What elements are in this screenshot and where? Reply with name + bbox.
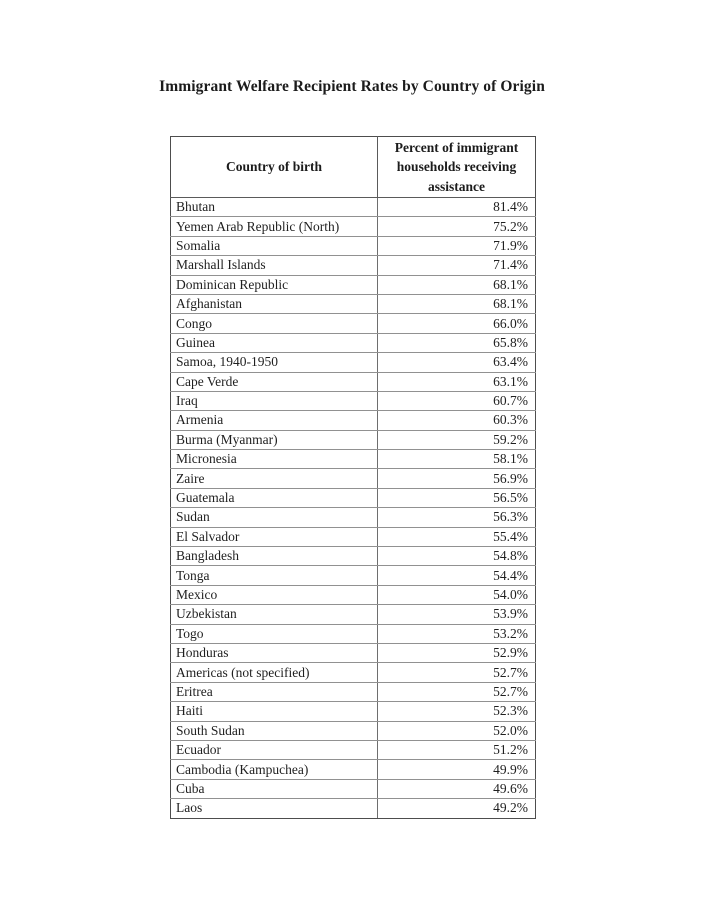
country-cell: Guinea	[171, 333, 378, 352]
percent-cell: 53.9%	[378, 605, 536, 624]
country-cell: South Sudan	[171, 721, 378, 740]
table-body	[171, 198, 536, 819]
table-row	[171, 702, 536, 721]
table-row	[171, 585, 536, 604]
table-row	[171, 430, 536, 449]
country-cell: Togo	[171, 624, 378, 643]
table-row	[171, 198, 536, 217]
percent-cell: 54.0%	[378, 585, 536, 604]
table-row	[171, 740, 536, 759]
percent-cell: 60.3%	[378, 411, 536, 430]
percent-cell: 49.2%	[378, 799, 536, 818]
table-row	[171, 314, 536, 333]
country-cell: Sudan	[171, 508, 378, 527]
table-row	[171, 760, 536, 779]
table-row	[171, 527, 536, 546]
country-cell: Americas (not specified)	[171, 663, 378, 682]
percent-cell: 52.0%	[378, 721, 536, 740]
country-cell: Bhutan	[171, 198, 378, 217]
country-cell: Ecuador	[171, 740, 378, 759]
percent-cell: 52.3%	[378, 702, 536, 721]
table-row	[171, 779, 536, 798]
table-row	[171, 605, 536, 624]
percent-cell: 54.4%	[378, 566, 536, 585]
country-cell: Haiti	[171, 702, 378, 721]
country-cell: Honduras	[171, 643, 378, 662]
country-cell: Armenia	[171, 411, 378, 430]
header-row	[171, 137, 536, 198]
country-cell: Mexico	[171, 585, 378, 604]
table-row	[171, 799, 536, 818]
table-row	[171, 236, 536, 255]
table-row	[171, 643, 536, 662]
percent-cell: 71.9%	[378, 236, 536, 255]
table-row	[171, 391, 536, 410]
country-cell: Somalia	[171, 236, 378, 255]
page-title: Immigrant Welfare Recipient Rates by Country of Origin	[159, 78, 545, 95]
country-cell: Uzbekistan	[171, 605, 378, 624]
table-row	[171, 353, 536, 372]
percent-cell: 68.1%	[378, 275, 536, 294]
percent-cell: 63.4%	[378, 353, 536, 372]
country-cell: Cape Verde	[171, 372, 378, 391]
table-row	[171, 488, 536, 507]
percent-cell: 55.4%	[378, 527, 536, 546]
table-row	[171, 275, 536, 294]
country-cell: Cambodia (Kampuchea)	[171, 760, 378, 779]
percent-cell: 68.1%	[378, 294, 536, 313]
table-row	[171, 624, 536, 643]
country-cell: Burma (Myanmar)	[171, 430, 378, 449]
country-cell: Iraq	[171, 391, 378, 410]
percent-cell: 56.5%	[378, 488, 536, 507]
country-cell: Bangladesh	[171, 547, 378, 566]
table-row	[171, 508, 536, 527]
country-cell: Congo	[171, 314, 378, 333]
table-row	[171, 294, 536, 313]
table-row	[171, 256, 536, 275]
table-row	[171, 682, 536, 701]
country-cell: Laos	[171, 799, 378, 818]
column-header-country: Country of birth	[171, 137, 378, 198]
table-row	[171, 450, 536, 469]
table-row	[171, 547, 536, 566]
percent-cell: 58.1%	[378, 450, 536, 469]
percent-cell: 59.2%	[378, 430, 536, 449]
country-cell: Guatemala	[171, 488, 378, 507]
welfare-rates-table	[170, 136, 536, 819]
country-cell: Afghanistan	[171, 294, 378, 313]
percent-cell: 66.0%	[378, 314, 536, 333]
percent-cell: 52.9%	[378, 643, 536, 662]
country-cell: Zaire	[171, 469, 378, 488]
percent-cell: 49.6%	[378, 779, 536, 798]
percent-cell: 51.2%	[378, 740, 536, 759]
percent-cell: 60.7%	[378, 391, 536, 410]
table-row	[171, 333, 536, 352]
table-row	[171, 372, 536, 391]
column-header-percent: Percent of immigrant households receiving assistance	[378, 137, 536, 198]
percent-cell: 56.9%	[378, 469, 536, 488]
country-cell: Micronesia	[171, 450, 378, 469]
table-row	[171, 411, 536, 430]
country-cell: Marshall Islands	[171, 256, 378, 275]
percent-cell: 81.4%	[378, 198, 536, 217]
percent-cell: 75.2%	[378, 217, 536, 236]
country-cell: Eritrea	[171, 682, 378, 701]
percent-cell: 52.7%	[378, 663, 536, 682]
country-cell: Tonga	[171, 566, 378, 585]
table-row	[171, 663, 536, 682]
country-cell: Samoa, 1940-1950	[171, 353, 378, 372]
percent-cell: 63.1%	[378, 372, 536, 391]
percent-cell: 56.3%	[378, 508, 536, 527]
percent-cell: 49.9%	[378, 760, 536, 779]
table-row	[171, 469, 536, 488]
table-row	[171, 566, 536, 585]
country-cell: Yemen Arab Republic (North)	[171, 217, 378, 236]
table-row	[171, 721, 536, 740]
percent-cell: 53.2%	[378, 624, 536, 643]
percent-cell: 65.8%	[378, 333, 536, 352]
country-cell: Cuba	[171, 779, 378, 798]
percent-cell: 71.4%	[378, 256, 536, 275]
table-header	[171, 137, 536, 198]
table-row	[171, 217, 536, 236]
percent-cell: 54.8%	[378, 547, 536, 566]
country-cell: El Salvador	[171, 527, 378, 546]
percent-cell: 52.7%	[378, 682, 536, 701]
country-cell: Dominican Republic	[171, 275, 378, 294]
